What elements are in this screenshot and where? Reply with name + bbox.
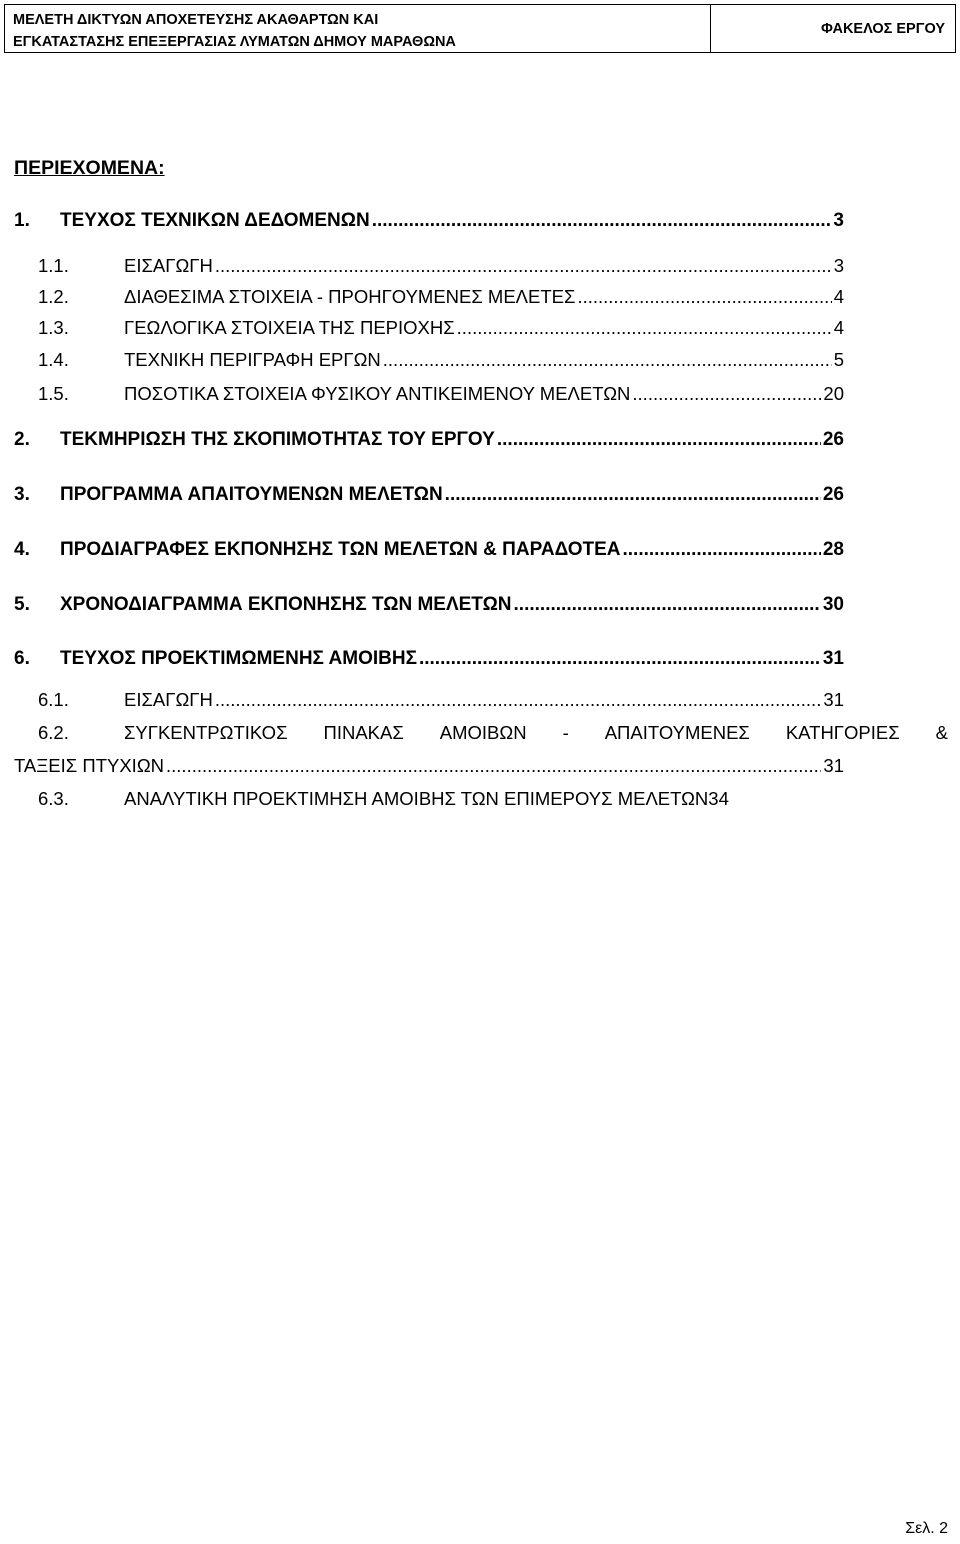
toc-text: ΔΙΑΘΕΣΙΜΑ ΣΤΟΙΧΕΙΑ - ΠΡΟΗΓΟΥΜΕΝΕΣ ΜΕΛΕΤΕΣ (124, 286, 576, 307)
toc-entry-1[interactable] (14, 210, 844, 234)
folder-label: ΦΑΚΕΛΟΣ ΕΡΓΟΥ (820, 20, 945, 37)
toc-page: 31 (823, 755, 844, 776)
toc-entry-6-3[interactable] (14, 788, 844, 810)
toc-word: - (562, 722, 569, 743)
toc-number: 1.4. (38, 349, 69, 370)
toc-page: 4 (833, 286, 844, 307)
toc-text: ΕΙΣΑΓΩΓΗ (124, 255, 213, 276)
toc-text-line1 (124, 722, 948, 744)
toc-page: 28 (822, 539, 844, 560)
toc-number: 6.1. (38, 689, 69, 710)
toc-number: 4. (14, 539, 30, 560)
toc-number: 2. (14, 429, 30, 450)
toc-word: ΑΜΟΙΒΩΝ (439, 722, 527, 743)
toc-page: 20 (823, 383, 844, 404)
toc-word: ΣΥΓΚΕΝΤΡΩΤΙΚΟΣ (124, 722, 288, 743)
toc-title: ΠΕΡΙΕΧΟΜΕΝΑ: (14, 157, 165, 179)
toc-text: ΤΕΚΜΗΡΙΩΣΗ ΤΗΣ ΣΚΟΠΙΜΟΤΗΤΑΣ ΤΟΥ ΕΡΓΟΥ (60, 429, 495, 450)
toc-text-line2: ΤΑΞΕΙΣ ΠΤΥΧΙΩΝ (14, 755, 165, 776)
toc-number: 6. (14, 648, 30, 669)
toc-text: ΤΕΧΝΙΚΗ ΠΕΡΙΓΡΑΦΗ ΕΡΓΩΝ (124, 349, 381, 370)
toc-text: ΠΟΣΟΤΙΚΑ ΣΤΟΙΧΕΙΑ ΦΥΣΙΚΟΥ ΑΝΤΙΚΕΙΜΕΝΟΥ ΜΕΛΕΤΩΝ (124, 383, 631, 404)
toc-number: 1.3. (38, 317, 69, 338)
leader-dots (445, 484, 821, 506)
toc-word: ΚΑΤΗΓΟΡΙΕΣ (785, 722, 900, 743)
toc-word: & (935, 722, 948, 743)
toc-word: ΑΠΑΙΤΟΥΜΕΝΕΣ (604, 722, 750, 743)
toc-entry-6-2[interactable] (14, 722, 948, 744)
toc-entry-1-5[interactable] (14, 383, 844, 405)
leader-dots (632, 383, 821, 405)
toc-number: 6.2. (38, 722, 69, 743)
toc-page: 30 (822, 594, 844, 615)
page-number: Σελ. 2 (905, 1520, 948, 1537)
leader-dots (577, 286, 831, 308)
leader-dots (497, 429, 821, 451)
toc-page: 26 (822, 484, 844, 505)
leader-dots (215, 255, 832, 277)
toc-entry-6-1[interactable] (14, 689, 844, 711)
page-header (4, 4, 956, 53)
toc-number: 3. (14, 484, 30, 505)
toc-entry-1-2[interactable] (14, 286, 844, 308)
toc-entry-3[interactable] (14, 484, 844, 508)
toc-entry-1-4[interactable] (14, 349, 844, 371)
toc-text: ΧΡΟΝΟΔΙΑΓΡΑΜΜΑ ΕΚΠΟΝΗΣΗΣ ΤΩΝ ΜΕΛΕΤΩΝ (60, 594, 512, 615)
toc-number: 5. (14, 594, 30, 615)
toc-entry-5[interactable] (14, 594, 844, 618)
toc-number: 1.2. (38, 286, 69, 307)
toc-entry-6-2-continued[interactable] (14, 755, 844, 777)
toc-text: ΓΕΩΛΟΓΙΚΑ ΣΤΟΙΧΕΙΑ ΤΗΣ ΠΕΡΙΟΧΗΣ (124, 317, 455, 338)
toc-entry-1-3[interactable] (14, 317, 844, 339)
toc-page: 3 (833, 255, 844, 276)
leader-dots (457, 317, 832, 339)
toc-text: ΠΡΟΓΡΑΜΜΑ ΑΠΑΙΤΟΥΜΕΝΩΝ ΜΕΛΕΤΩΝ (60, 484, 443, 505)
project-title (5, 5, 711, 52)
leader-dots (419, 648, 821, 670)
toc-entry-2[interactable] (14, 429, 844, 453)
leader-dots (372, 210, 832, 232)
toc-page: 26 (822, 429, 844, 450)
toc-text: ΠΡΟΔΙΑΓΡΑΦΕΣ ΕΚΠΟΝΗΣΗΣ ΤΩΝ ΜΕΛΕΤΩΝ & ΠΑΡΑΔΟΤΕΑ (60, 539, 621, 560)
toc-text: ΤΕΥΧΟΣ ΠΡΟΕΚΤΙΜΩΜΕΝΗΣ ΑΜΟΙΒΗΣ (60, 648, 417, 669)
toc-entry-4[interactable] (14, 539, 844, 563)
toc-page: 4 (833, 317, 844, 338)
toc-entry-1-1[interactable] (14, 255, 844, 277)
leader-dots (215, 689, 822, 711)
leader-dots (166, 755, 821, 777)
toc-number: 1.1. (38, 255, 69, 276)
toc-page: 31 (823, 689, 844, 710)
leader-dots (383, 349, 832, 371)
leader-dots (514, 594, 821, 616)
project-title-line1: ΜΕΛΕΤΗ ΔΙΚΤΥΩΝ ΑΠΟΧΕΤΕΥΣΗΣ ΑΚΑΘΑΡΤΩΝ ΚΑΙ (13, 12, 379, 28)
toc-page: 3 (833, 210, 844, 231)
toc-text: ΤΕΥΧΟΣ ΤΕΧΝΙΚΩΝ ΔΕΔΟΜΕΝΩΝ (60, 210, 370, 231)
toc-number: 1.5. (38, 383, 69, 404)
project-title-line2: ΕΓΚΑΤΑΣΤΑΣΗΣ ΕΠΕΞΕΡΓΑΣΙΑΣ ΛΥΜΑΤΩΝ ΔΗΜΟΥ ΜΑΡΑΘΩΝΑ (13, 34, 456, 50)
toc-number: 6.3. (38, 788, 69, 809)
toc-text: ΕΙΣΑΓΩΓΗ (124, 689, 213, 710)
toc-entry-6[interactable] (14, 648, 844, 672)
leader-dots (623, 539, 821, 561)
toc-page: 5 (833, 349, 844, 370)
toc-page: 34 (708, 788, 729, 809)
toc-word: ΠΙΝΑΚΑΣ (323, 722, 404, 743)
toc-number: 1. (14, 210, 30, 231)
toc-text: ΑΝΑΛΥΤΙΚΗ ΠΡΟΕΚΤΙΜΗΣΗ ΑΜΟΙΒΗΣ ΤΩΝ ΕΠΙΜΕΡΟΥΣ ΜΕΛΕΤΩΝ (124, 788, 709, 809)
toc-page: 31 (822, 648, 844, 669)
